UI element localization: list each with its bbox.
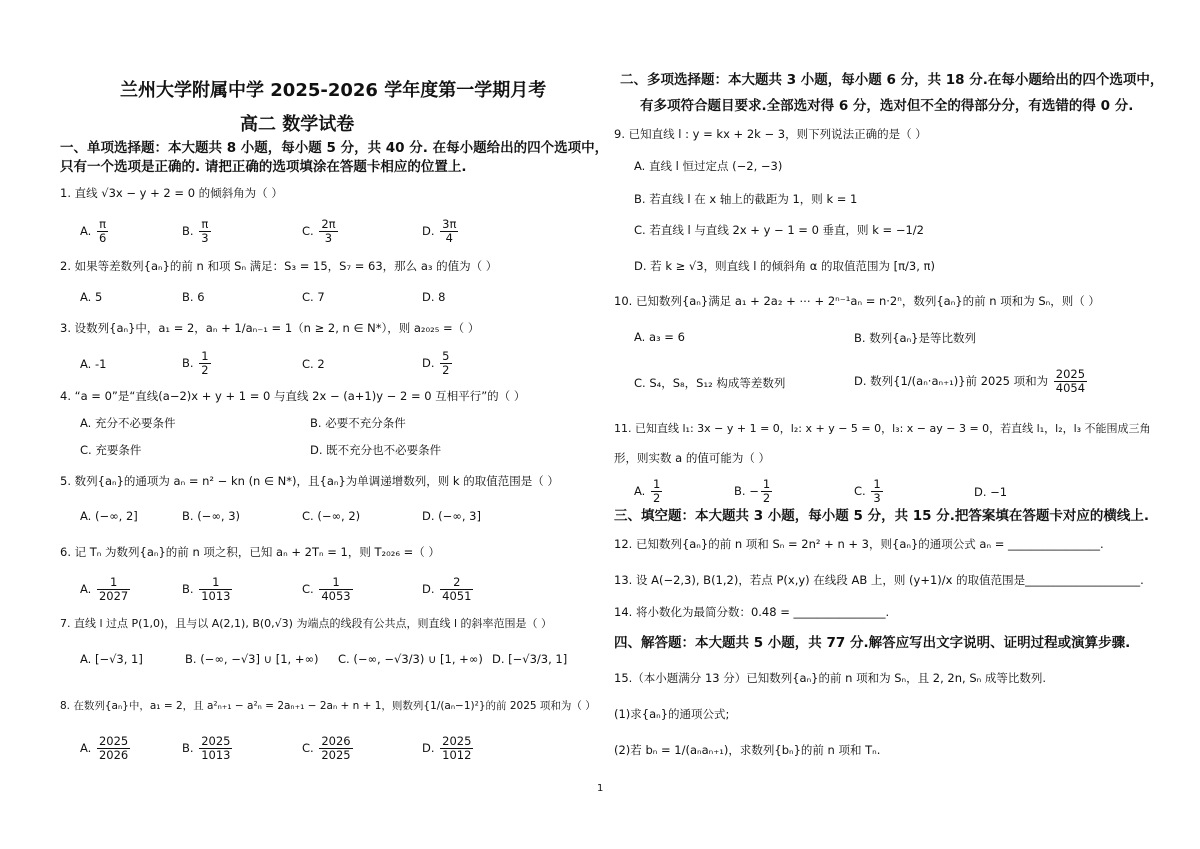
question-6: 6. 记 Tₙ 为数列{aₙ}的前 n 项之积，已知 aₙ + 2Tₙ = 1，则 T₂₀₂₆ =（ ）: [60, 545, 440, 559]
q5-option-a: A. (−∞, 2]: [80, 509, 138, 523]
q4-option-a: A. 充分不必要条件: [80, 416, 176, 430]
q8-option-b: B. $\frac{2025}{1013}$: [182, 734, 231, 762]
section-2-heading-line1: 二、多项选择题：本大题共 3 小题，每小题 6 分，共 18 分.在每小题给出的四个选项中，: [620, 72, 1164, 88]
q3-option-c: C. 2: [302, 357, 325, 371]
question-13: 13. 设 A(−2,3), B(1,2)，若点 P(x,y) 在线段 AB 上，则 (y+1)/x 的取值范围是____________________.: [614, 573, 1144, 587]
question-11-line1: 11. 已知直线 l₁: 3x − y + 1 = 0，l₂: x + y − 5 = 0，l₃: x − ay − 3 = 0，若直线 l₁，l₂，l₃ 不能围成三角: [614, 422, 1151, 435]
question-15-part-2: (2)若 bₙ = 1/(aₙaₙ₊₁)，求数列{bₙ}的前 n 项和 Tₙ.: [614, 743, 881, 757]
q4-option-d: D. 既不充分也不必要条件: [310, 443, 442, 457]
q11-option-a: A. $\frac{1}{2}$: [634, 477, 661, 505]
q7-option-d: D. [−√3/3, 1]: [492, 652, 568, 666]
q6-option-d: D. $\frac{2}{4051}$: [422, 575, 472, 603]
q7-option-b: B. (−∞, −√3] ∪ [1, +∞): [185, 652, 319, 666]
q6-option-b: B. $\frac{1}{1013}$: [182, 575, 231, 603]
q9-option-b: B. 若直线 l 在 x 轴上的截距为 1，则 k = 1: [634, 192, 858, 206]
question-10: 10. 已知数列{aₙ}满足 a₁ + 2a₂ + ⋯ + 2ⁿ⁻¹aₙ = n·2ⁿ，数列{aₙ}的前 n 项和为 Sₙ，则（ ）: [614, 294, 1100, 308]
q4-option-b: B. 必要不充分条件: [310, 416, 406, 430]
q1-option-a: A. $\frac{\pi}{6}$: [80, 217, 107, 245]
page-number: 1: [597, 783, 604, 794]
q8-option-a: A. $\frac{2025}{2026}$: [80, 734, 129, 762]
q3-option-b: B. $\frac{1}{2}$: [182, 349, 209, 377]
q8-option-d: D. $\frac{2025}{1012}$: [422, 734, 472, 762]
q5-option-d: D. (−∞, 3]: [422, 509, 481, 523]
q8-option-c: C. $\frac{2026}{2025}$: [302, 734, 351, 762]
q5-option-c: C. (−∞, 2): [302, 509, 361, 523]
q7-option-c: C. (−∞, −√3/3) ∪ [1, +∞): [338, 652, 483, 666]
question-8: 8. 在数列{aₙ}中，a₁ = 2，且 a²ₙ₊₁ − a²ₙ = 2aₙ₊₁ − 2aₙ + n + 1，则数列{1/(aₙ−1)²}的前 2025 项和为（ ）: [60, 700, 596, 712]
question-14: 14. 将小数化为最简分数：0.4̇8̇ = ________________.: [614, 605, 890, 619]
question-12: 12. 已知数列{aₙ}的前 n 项和 Sₙ = 2n² + n + 3，则{aₙ}的通项公式 aₙ = ________________.: [614, 537, 1104, 551]
section-3-heading: 三、填空题：本大题共 3 小题，每小题 5 分，共 15 分.把答案填在答题卡对应的横线上.: [614, 508, 1150, 524]
q10-option-b: B. 数列{aₙ}是等比数列: [854, 331, 976, 345]
section-4-heading: 四、解答题：本大题共 5 小题，共 77 分.解答应写出文字说明、证明过程或演算步骤.: [614, 635, 1131, 651]
q3-option-a: A. -1: [80, 357, 107, 371]
q1-option-b: B. $\frac{\pi}{3}$: [182, 217, 209, 245]
q9-option-a: A. 直线 l 恒过定点 (−2, −3): [634, 159, 783, 173]
question-11-line2: 形，则实数 a 的值可能为（ ）: [614, 451, 771, 465]
paper-title: 高二 数学试卷: [240, 114, 355, 135]
q3-option-d: D. $\frac{5}{2}$: [422, 349, 450, 377]
section-1-heading-line1: 一、单项选择题：本大题共 8 小题，每小题 5 分，共 40 分. 在每小题给出的四个选项中，: [60, 140, 609, 156]
q5-option-b: B. (−∞, 3): [182, 509, 241, 523]
q11-option-d: D. −1: [974, 485, 1008, 499]
section-2-heading-line2: 有多项符合题目要求.全部选对得 6 分，选对但不全的得部分分，有选错的得 0 分.: [640, 98, 1134, 114]
q4-option-c: C. 充要条件: [80, 443, 142, 457]
q1-option-d: D. $\frac{3\pi}{4}$: [422, 217, 457, 245]
question-5: 5. 数列{aₙ}的通项为 aₙ = n² − kn (n ∈ N*)，且{aₙ}为单调递增数列，则 k 的取值范围是（ ）: [60, 474, 559, 488]
q10-option-c: C. S₄，S₈，S₁₂ 构成等差数列: [634, 376, 786, 390]
q7-option-a: A. [−√3, 1]: [80, 652, 143, 666]
question-7: 7. 直线 l 过点 P(1,0)，且与以 A(2,1), B(0,√3) 为端点的线段有公共点，则直线 l 的斜率范围是（ ）: [60, 617, 553, 630]
q2-option-d: D. 8: [422, 290, 446, 304]
q1-option-c: C. $\frac{2\pi}{3}$: [302, 217, 336, 245]
q10-option-d: D. 数列{1/(aₙ·aₙ₊₁)}前 2025 项和为 $\frac{2025}{4054}$: [854, 367, 1086, 395]
question-2: 2. 如果等差数列{aₙ}的前 n 和项 Sₙ 满足：S₃ = 15，S₇ = 63，那么 a₃ 的值为（ ）: [60, 259, 498, 273]
q11-option-c: C. $\frac{1}{3}$: [854, 477, 881, 505]
question-4: 4. “a = 0”是“直线(a−2)x + y + 1 = 0 与直线 2x − (a+1)y − 2 = 0 互相平行”的（ ）: [60, 389, 526, 403]
question-3: 3. 设数列{aₙ}中，a₁ = 2，aₙ + 1/aₙ₋₁ = 1（n ≥ 2, n ∈ N*），则 a₂₀₂₅ =（ ）: [60, 321, 480, 335]
q6-option-c: C. $\frac{1}{4053}$: [302, 575, 351, 603]
q9-option-c: C. 若直线 l 与直线 2x + y − 1 = 0 垂直，则 k = −1/2: [634, 223, 924, 237]
school-title: 兰州大学附属中学 2025-2026 学年度第一学期月考: [120, 80, 547, 101]
question-15: 15.（本小题满分 13 分）已知数列{aₙ}的前 n 项和为 Sₙ，且 2, 2n, Sₙ 成等比数列.: [614, 671, 1047, 685]
question-15-part-1: (1)求{aₙ}的通项公式;: [614, 707, 730, 721]
q10-option-a: A. a₃ = 6: [634, 330, 685, 344]
question-1: 1. 直线 √3x − y + 2 = 0 的倾斜角为（ ）: [60, 186, 283, 200]
q9-option-d: D. 若 k ≥ √3，则直线 l 的倾斜角 α 的取值范围为 [π/3, π): [634, 259, 935, 273]
section-1-heading-line2: 只有一个选项是正确的. 请把正确的选项填涂在答题卡相应的位置上.: [60, 159, 467, 175]
question-9: 9. 已知直线 l : y = kx + 2k − 3，则下列说法正确的是（ ）: [614, 127, 927, 141]
q11-option-b: B. − $\frac{1}{2}$: [734, 477, 771, 505]
q2-option-a: A. 5: [80, 290, 103, 304]
q2-option-b: B. 6: [182, 290, 205, 304]
q2-option-c: C. 7: [302, 290, 325, 304]
q6-option-a: A. $\frac{1}{2027}$: [80, 575, 129, 603]
